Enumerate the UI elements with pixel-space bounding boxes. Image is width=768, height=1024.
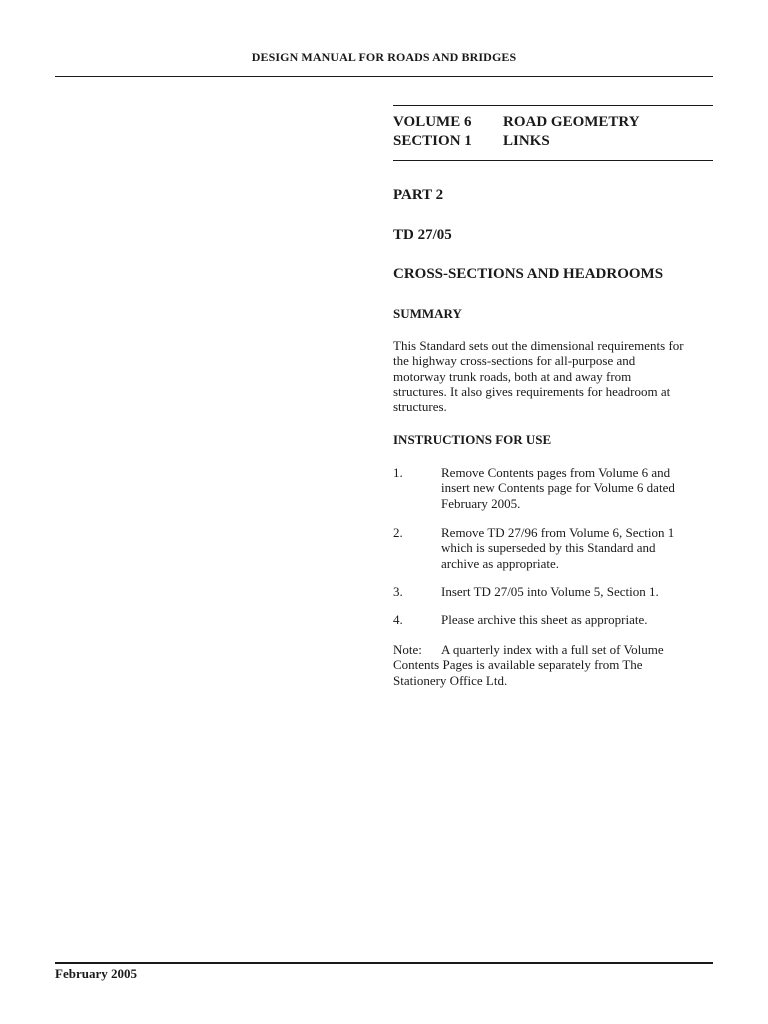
- footer-date: February 2005: [55, 966, 137, 981]
- instruction-line: insert new Contents page for Volume 6 dated: [441, 480, 675, 496]
- instruction-line: Remove TD 27/96 from Volume 6, Section 1: [441, 525, 675, 540]
- header-rule: [55, 76, 713, 77]
- summary-heading: SUMMARY: [393, 306, 462, 321]
- instruction-text: [441, 612, 713, 627]
- volume-name: ROAD GEOMETRY: [503, 114, 640, 130]
- summary-line: structures. It also gives requirements for headroom at: [393, 383, 671, 399]
- note-line: Stationery Office Ltd.: [393, 672, 508, 688]
- instruction-text: [441, 525, 713, 571]
- instruction-number: 4.: [393, 612, 403, 627]
- summary-line: structures.: [393, 399, 447, 415]
- volume-block-top-rule: [393, 105, 713, 106]
- section-label: SECTION 1: [393, 133, 472, 149]
- instructions-heading: INSTRUCTIONS FOR USE: [393, 432, 552, 447]
- instruction-number: 1.: [393, 465, 403, 480]
- note-block: [393, 642, 713, 688]
- page-header-title: DESIGN MANUAL FOR ROADS AND BRIDGES: [251, 50, 517, 64]
- note-label: Note:: [393, 642, 422, 657]
- summary-line: This Standard sets out the dimensional requirements for: [393, 338, 684, 353]
- instruction-number: 2.: [393, 525, 403, 540]
- note-text: A quarterly index with a full set of Volume: [441, 642, 664, 657]
- instruction-line: which is superseded by this Standard and: [441, 540, 656, 556]
- document-reference: TD 27/05: [393, 227, 452, 243]
- instruction-line: Please archive this sheet as appropriate.: [441, 612, 648, 627]
- instruction-line: Insert TD 27/05 into Volume 5, Section 1.: [441, 584, 659, 599]
- note-line: [393, 642, 713, 657]
- volume-block-bottom-rule: [393, 160, 713, 161]
- instruction-number: 3.: [393, 584, 403, 599]
- summary-line: motorway trunk roads, both at and away from: [393, 368, 632, 384]
- volume-label: VOLUME 6: [393, 114, 472, 130]
- instruction-text: [441, 584, 713, 599]
- summary-line: the highway cross-sections for all-purpose and: [393, 353, 636, 369]
- note-line: Contents Pages is available separately from The: [393, 657, 643, 673]
- summary-text: [393, 338, 713, 414]
- instruction-line: archive as appropriate.: [441, 555, 560, 571]
- footer-rule: [55, 962, 713, 964]
- part-heading: PART 2: [393, 187, 444, 203]
- instruction-text: [441, 465, 713, 511]
- section-name: LINKS: [503, 133, 550, 149]
- instruction-line: February 2005.: [441, 495, 521, 511]
- instruction-line: Remove Contents pages from Volume 6 and: [441, 465, 671, 480]
- document-title: CROSS-SECTIONS AND HEADROOMS: [393, 266, 664, 282]
